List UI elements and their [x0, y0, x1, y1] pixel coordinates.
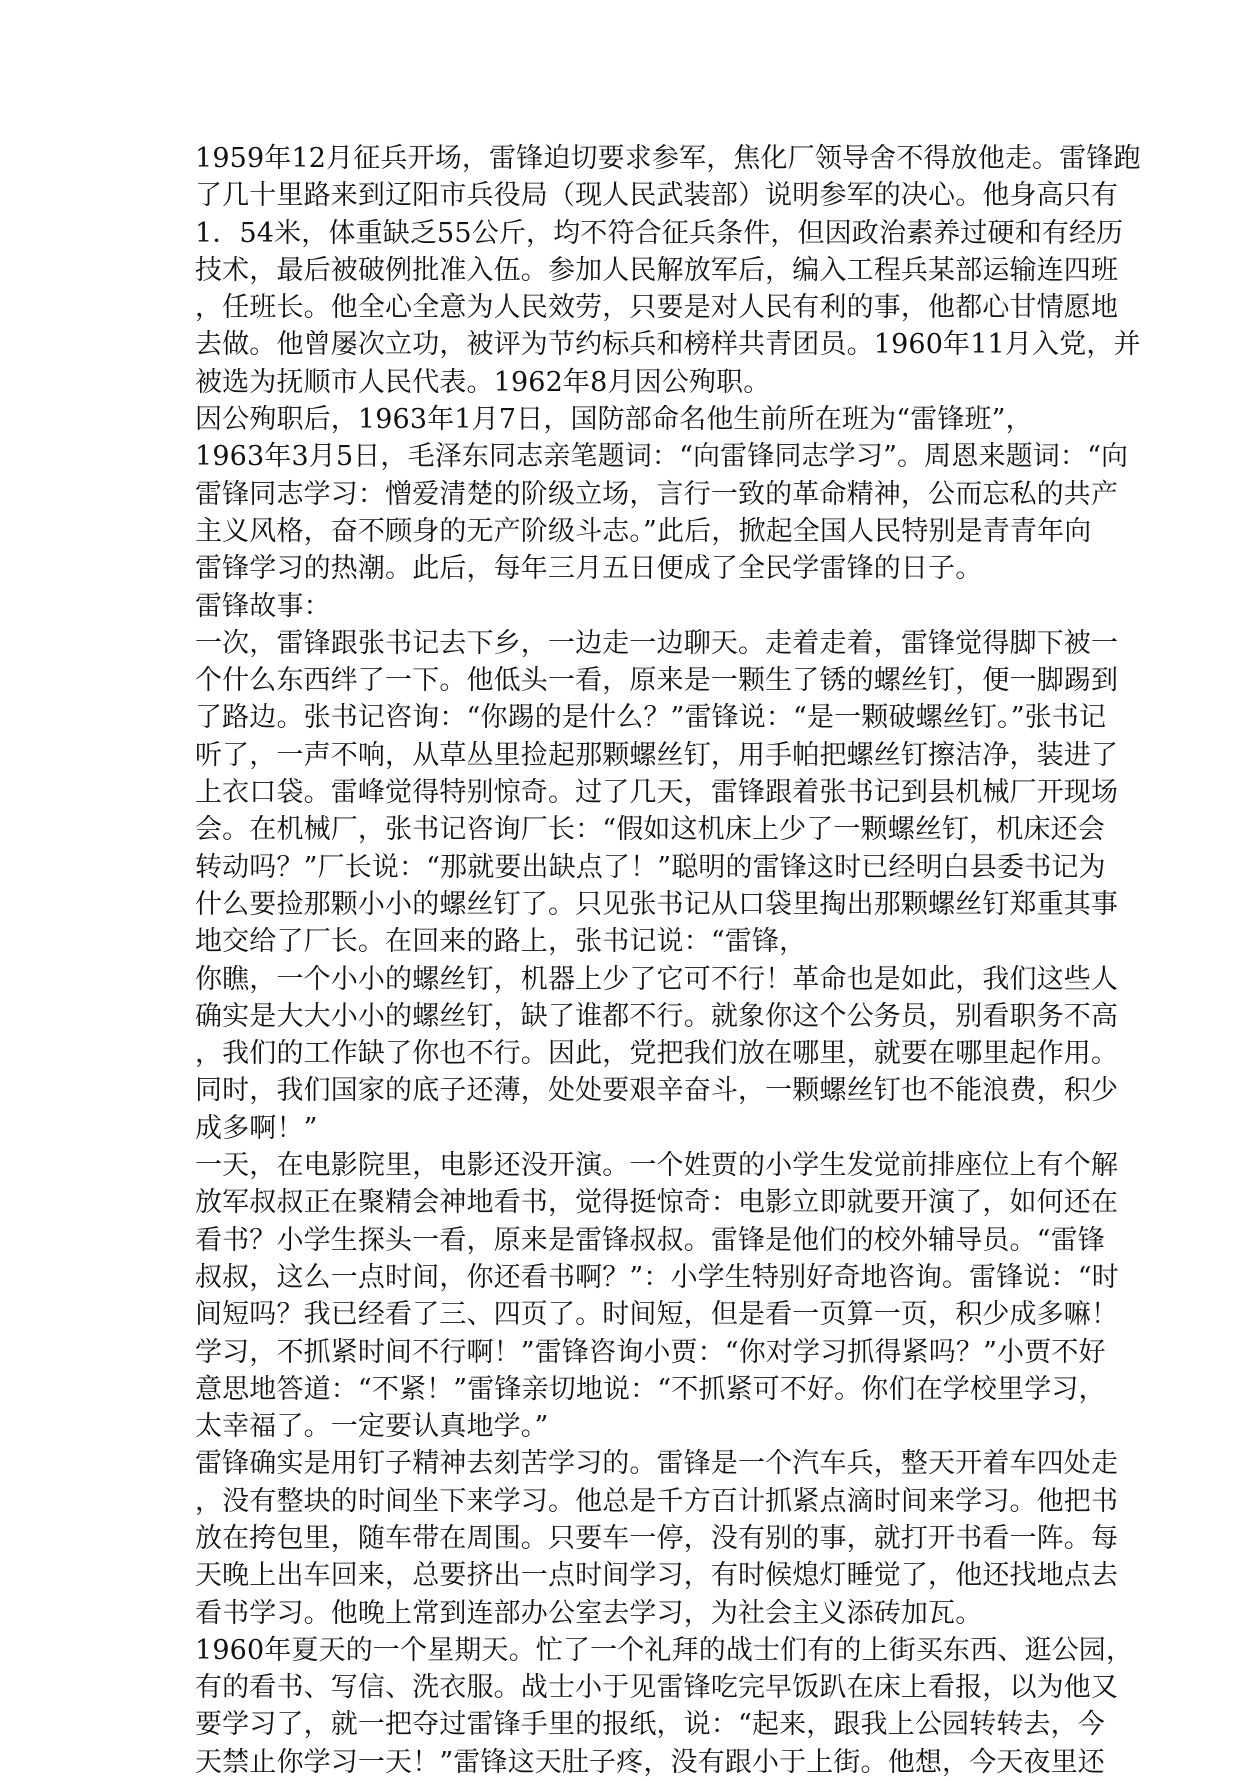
text-line: 1．54米，体重缺乏55公斤，均不符合征兵条件，但因政治素养过硬和有经历	[195, 217, 1124, 249]
text-line: 一天，在电影院里，电影还没开演。一个姓贾的小学生发觉前排座位上有个解	[195, 1150, 1119, 1182]
text-line: 看书学习。他晚上常到连部办公室去学习，为社会主义添砖加瓦。	[195, 1597, 983, 1629]
text-line: 你瞧，一个小小的螺丝钉，机器上少了它可不行！革命也是如此，我们这些人	[195, 963, 1119, 995]
text-line: 因公殉职后，1963年1月7日，国防部命名他生前所在班为“雷锋班”，	[195, 404, 1033, 436]
document-page	[195, 140, 1141, 1778]
text-line: 去做。他曾屡次立功，被评为节约标兵和榜样共青团员。1960年11月入党，并	[195, 329, 1141, 361]
text-line: 一次，雷锋跟张书记去下乡，一边走一边聊天。走着走着，雷锋觉得脚下被一	[195, 627, 1119, 659]
text-line: 雷锋同志学习：憎爱清楚的阶级立场，言行一致的革命精神，公而忘私的共产	[195, 478, 1119, 510]
text-line: 1959年12月征兵开场，雷锋迫切要求参军，焦化厂领导舍不得放他走。雷锋跑	[195, 143, 1141, 174]
text-line: 上衣口袋。雷峰觉得特别惊奇。过了几天，雷锋跟着张书记到县机械厂开现场	[195, 777, 1119, 809]
text-line: 了路边。张书记咨询：“你踢的是什么？”雷锋说：“是一颗破螺丝钉。”张书记	[195, 702, 1107, 734]
text-line: ，没有整块的时间坐下来学习。他总是千方百计抓紧点滴时间来学习。他把书	[195, 1485, 1119, 1517]
text-line: 地交给了厂长。在回来的路上，张书记说：“雷锋，	[195, 926, 807, 958]
text-line: 听了，一声不响，从草丛里捡起那颗螺丝钉，用手帕把螺丝钉擦洁净，装进了	[195, 739, 1119, 771]
text-line: ，我们的工作缺了你也不行。因此，党把我们放在哪里，就要在哪里起作用。	[195, 1038, 1119, 1070]
text-line: 被选为抚顺市人民代表。1962年8月因公殉职。	[195, 366, 771, 398]
text-line: 间短吗？我已经看了三、四页了。时间短，但是看一页算一页，积少成多嘛！	[195, 1299, 1119, 1331]
text-line: 雷锋学习的热潮。此后，每年三月五日便成了全民学雷锋的日子。	[195, 553, 983, 585]
text-line: 雷锋确实是用钉子精神去刻苦学习的。雷锋是一个汽车兵，整天开着车四处走	[195, 1448, 1119, 1480]
text-line: 天禁止你学习一天！”雷锋这天肚子疼，没有跟小于上街。他想，今天夜里还	[195, 1746, 1105, 1778]
text-line: 成多啊！”	[195, 1112, 318, 1144]
text-line: 天晚上出车回来，总要挤出一点时间学习，有时候熄灯睡觉了，他还找地点去	[195, 1560, 1119, 1592]
text-line: 1960年夏天的一个星期天。忙了一个礼拜的战士们有的上街买东西、逛公园，	[195, 1634, 1134, 1666]
text-line: 放军叔叔正在聚精会神地看书，觉得挺惊奇：电影立即就要开演了，如何还在	[195, 1187, 1119, 1219]
text-line: 同时，我们国家的底子还薄，处处要艰辛奋斗，一颗螺丝钉也不能浪费，积少	[195, 1075, 1119, 1107]
text-line: 有的看书、写信、洗衣服。战士小于见雷锋吃完早饭趴在床上看报，以为他又	[195, 1672, 1119, 1704]
text-line: 意思地答道：“不紧！”雷锋亲切地说：“不抓紧可不好。你们在学校里学习，	[195, 1373, 1106, 1405]
text-line: 学习，不抓紧时间不行啊！”雷锋咨询小贾：“你对学习抓得紧吗？”小贾不好	[195, 1336, 1106, 1368]
text-line: ，任班长。他全心全意为人民效劳，只要是对人民有利的事，他都心甘情愿地	[195, 292, 1119, 324]
text-line: 叔叔，这么一点时间，你还看书啊？”：小学生特别好奇地咨询。雷锋说：“时	[195, 1261, 1119, 1293]
text-line: 会。在机械厂，张书记咨询厂长：“假如这机床上少了一颗螺丝钉，机床还会	[195, 814, 1105, 846]
text-line: 转动吗？”厂长说：“那就要出缺点了！”聪明的雷锋这时已经明白县委书记为	[195, 851, 1106, 883]
text-line: 了几十里路来到辽阳市兵役局（现人民武装部）说明参军的决心。他身高只有	[195, 180, 1119, 212]
text-line: 确实是大大小小的螺丝钉，缺了谁都不行。就象你这个公务员，别看职务不高	[195, 1000, 1119, 1032]
text-line: 要学习了，就一把夺过雷锋手里的报纸，说：“起来，跟我上公园转转去，今	[195, 1709, 1105, 1741]
text-line: 1963年3月5日，毛泽东同志亲笔题词：“向雷锋同志学习”。周恩来题词：“向	[195, 441, 1129, 473]
section-heading: 雷锋故事：	[195, 590, 331, 622]
text-line: 个什么东西绊了一下。他低头一看，原来是一颗生了锈的螺丝钉，便一脚踢到	[195, 665, 1119, 697]
text-line: 主义风格，奋不顾身的无产阶级斗志。”此后，掀起全国人民特别是青青年向	[195, 515, 1092, 547]
text-line: 放在挎包里，随车带在周围。只要车一停，没有别的事，就打开书看一阵。每	[195, 1522, 1119, 1554]
text-line: 太幸福了。一定要认真地学。”	[195, 1411, 549, 1443]
text-line: 技术，最后被破例批准入伍。参加人民解放军后，编入工程兵某部运输连四班	[195, 254, 1119, 286]
text-line: 什么要捡那颗小小的螺丝钉了。只见张书记从口袋里掏出那颗螺丝钉郑重其事	[195, 888, 1119, 920]
text-line: 看书？小学生探头一看，原来是雷锋叔叔。雷锋是他们的校外辅导员。“雷锋	[195, 1224, 1105, 1256]
